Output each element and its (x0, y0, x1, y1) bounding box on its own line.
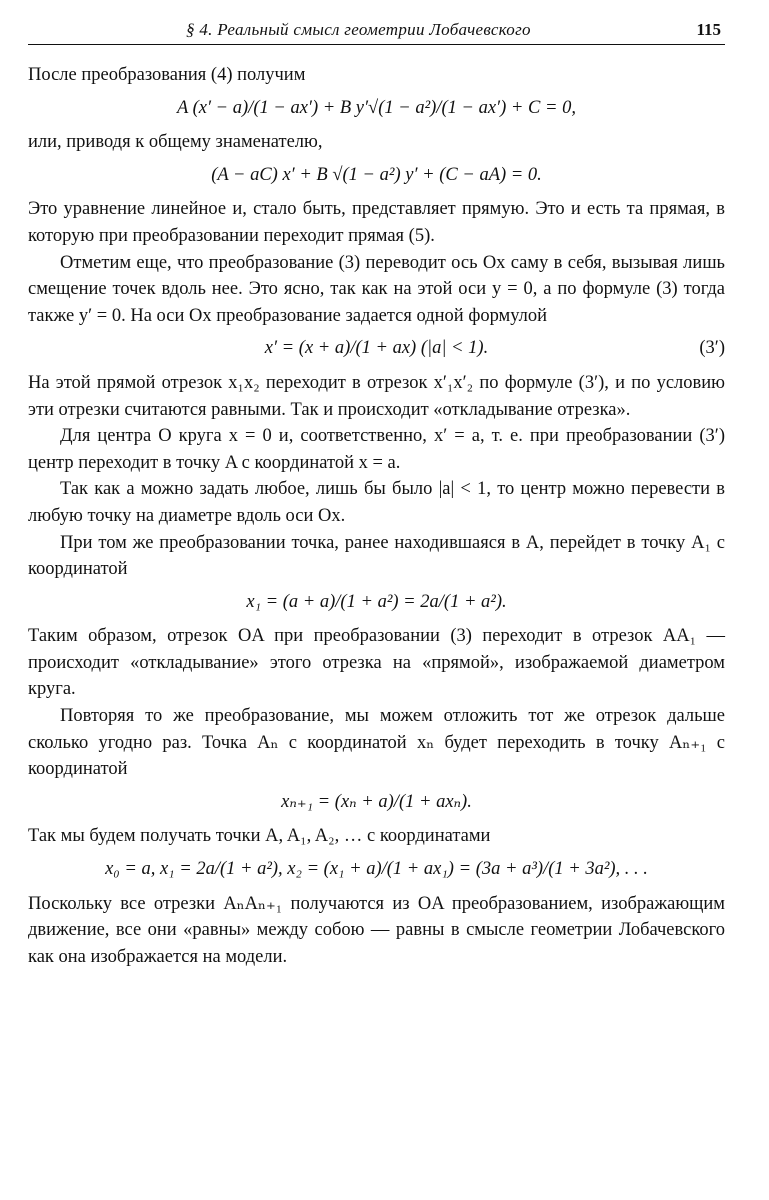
formula: x₁ = (a + a)/(1 + a²) = 2a/(1 + a²). (246, 591, 507, 612)
paragraph: Отметим еще, что преобразование (3) переводит ось Ox саму в себя, вызывая лишь смещение точек вдоль нее. Это ясно, так как на этой оси y = 0, а по формуле (3) тогда также y′ = 0. На оси Ox преобразование задается одной формулой (28, 252, 725, 326)
paragraph: При том же преобразовании точка, ранее находившаяся в A, перейдет в точку A₁ с координатой (28, 532, 725, 580)
page-body (28, 62, 725, 970)
paragraph: Таким образом, отрезок OA при преобразовании (3) переходит в отрезок AA₁ — происходит «откладывание» этого отрезка на «прямой», изображаемой диаметром круга. (28, 626, 725, 700)
formula: x′ = (x + a)/(1 + ax) (|a| < 1). (264, 338, 489, 359)
paragraph: После преобразования (4) получим (28, 65, 306, 85)
running-header (28, 14, 725, 45)
paragraph: Так мы будем получать точки A, A₁, A₂, … с координатами (28, 826, 491, 847)
paragraph: На этой прямой отрезок x₁x₂ переходит в отрезок x′₁x′₂ по формуле (3′), и по условию эти отрезки считаются равными. Так и происходит «откладывание отрезка». (28, 372, 725, 420)
paragraph: Для центра O круга x = 0 и, соответственно, x′ = a, т. е. при преобразовании (3′) центр переходит в точку A с координатой x = a. (28, 426, 725, 473)
paragraph: Поскольку все отрезки AₙAₙ₊₁ получаются из OA преобразованием, изображающим движение, все они «равны» между собою — равны в смысле геометрии Лобачевского как она изображается на модели. (28, 893, 725, 967)
formula: x₀ = a, x₁ = 2a/(1 + a²), x₂ = (x₁ + a)/(1 + ax₁) = (3a + a³)/(1 + 3a²), . . . (105, 859, 648, 880)
formula: xₙ₊₁ = (xₙ + a)/(1 + axₙ). (281, 791, 472, 812)
paragraph: Это уравнение линейное и, стало быть, представляет прямую. Это и есть та прямая, в которую при преобразовании переходит прямая (5). (28, 199, 725, 246)
formula: (A − aC) x′ + B √(1 − a²) y′ + (C − aA) = 0. (211, 164, 542, 185)
running-title: § 4. Реальный смысл геометрии Лобачевского (186, 20, 531, 39)
formula-row (28, 335, 725, 362)
paragraph: или, приводя к общему знаменателю, (28, 132, 323, 153)
paragraph: Повторяя то же преобразование, мы можем отложить тот же отрезок дальше сколько угодно раз. Точка Aₙ с координатой xₙ будет переходить в точку Aₙ₊₁ с координатой (28, 706, 725, 780)
formula: A (x′ − a)/(1 − ax′) + B y′√(1 − a²)/(1 − ax′) + C = 0, (177, 97, 576, 118)
page-number: 115 (696, 20, 721, 39)
equation-number: (3′) (699, 338, 725, 359)
paragraph: Так как a можно задать любое, лишь бы было |a| < 1, то центр можно перевести в любую точку на диаметре вдоль оси Ox. (28, 479, 725, 526)
